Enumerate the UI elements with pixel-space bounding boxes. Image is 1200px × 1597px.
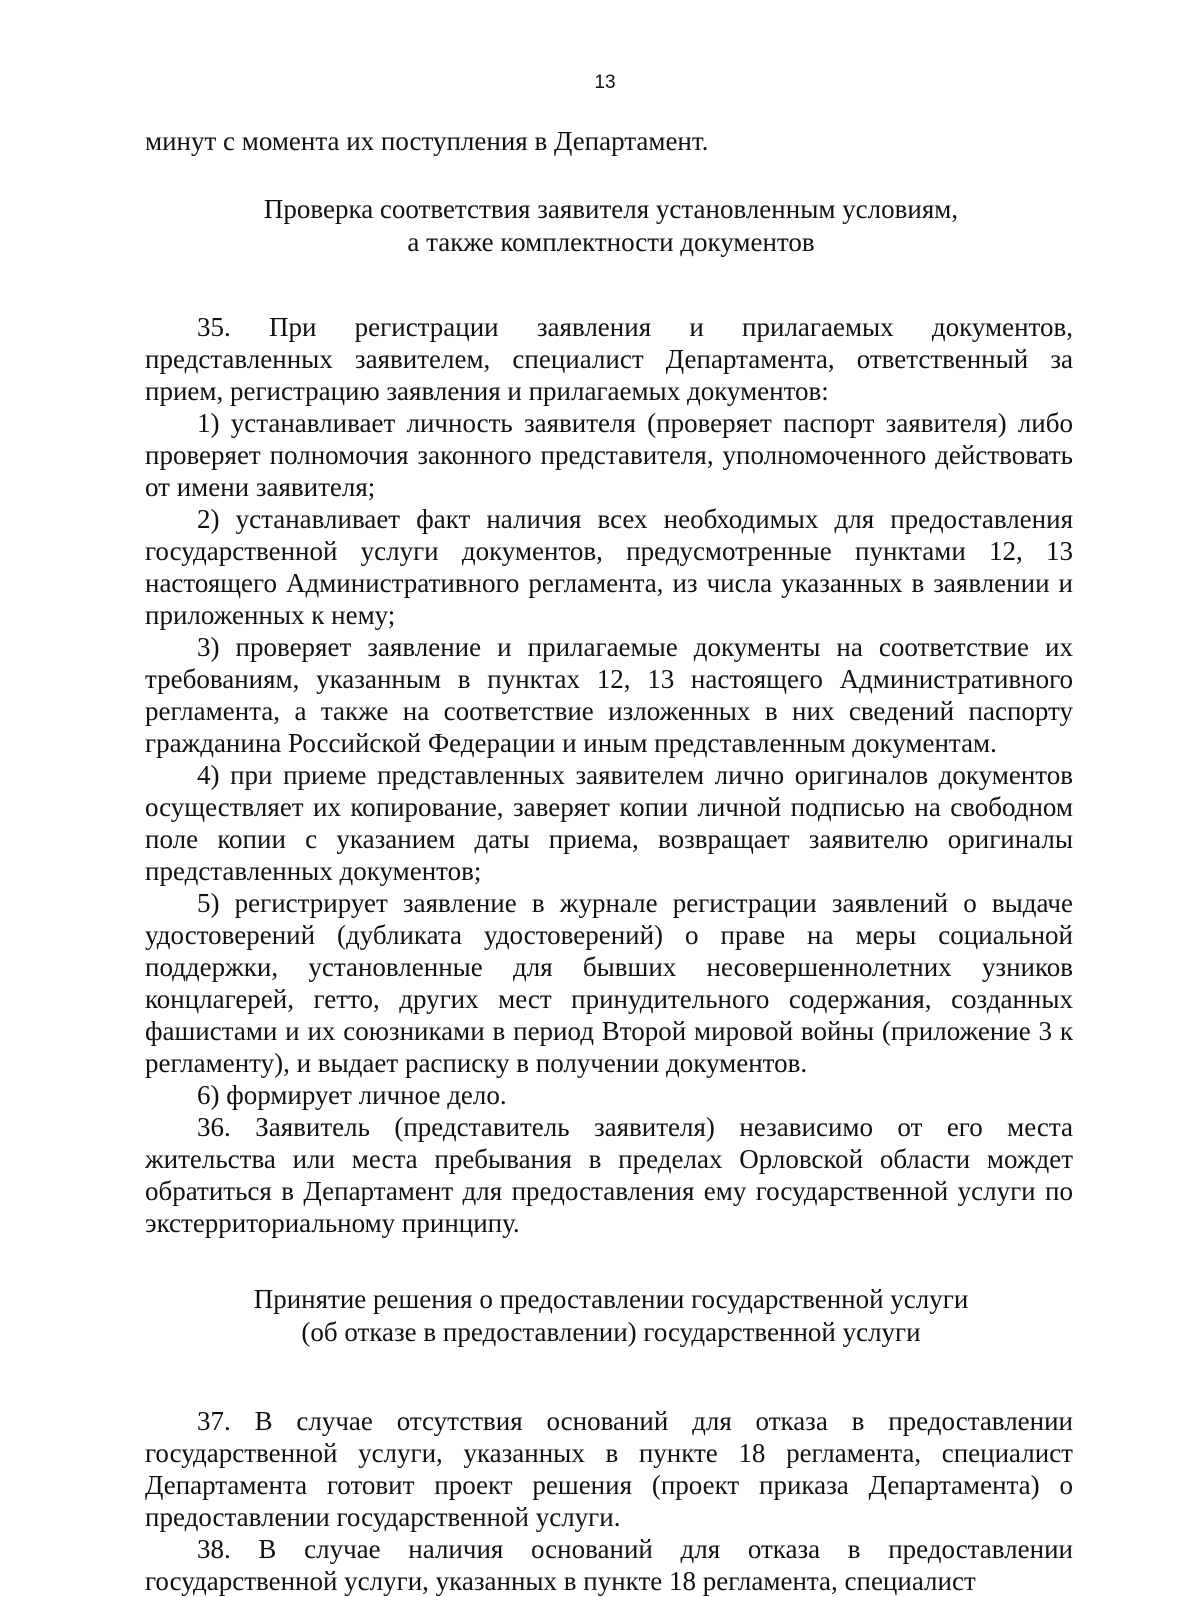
paragraph-35: 35. При регистрации заявления и прилагаемых документов, представленных заявителем, специалист Департамента, ответственный за прием, регистрацию заявления и прилагаемых документов: [145, 312, 1073, 406]
list-item-4: 4) при приеме представленных заявителем лично оригиналов документов осуществляет их копирование, заверяет копии личной подписью на свободном поле копии с указанием даты приема, возвращает заявителю оригиналы представленных документов; [145, 760, 1073, 886]
list-item-1: 1) устанавливает личность заявителя (проверяет паспорт заявителя) либо проверяет полномочия законного представителя, уполномоченного действовать от имени заявителя; [145, 408, 1073, 502]
heading-line: а также комплектности документов [407, 227, 815, 257]
continuation-text: минут с момента их поступления в Департамент. [145, 126, 709, 156]
list-item-5: 5) регистрирует заявление в журнале регистрации заявлений о выдаче удостоверений (дубликата удостоверений) о праве на меры социальной поддержки, установленные для бывших несовершеннолетних узников концлагерей, гетто, других мест принудительного содержания, созданных фашистами и их союзниками в период Второй мировой войны (приложение 3 к регламенту), и выдает расписку в получении документов. [145, 888, 1073, 1078]
paragraph-36: 36. Заявитель (представитель заявителя) независимо от его места жительства или места пребывания в пределах Орловской области мождет обратиться в Департамент для предоставления ему государственной услуги по экстерриториальному принципу. [145, 1112, 1073, 1238]
heading-line: Принятие решения о предоставлении государственной услуги [253, 1284, 969, 1314]
section-heading-verification [145, 193, 1073, 259]
section-heading-decision [145, 1283, 1073, 1349]
list-item-6: 6) формирует личное дело. [197, 1080, 507, 1110]
paragraph-38: 38. В случае наличия оснований для отказа в предоставлении государственной услуги, указанных в пункте 18 регламента, специалист [145, 1534, 1073, 1596]
document-body [145, 125, 1073, 1597]
list-item-3: 3) проверяет заявление и прилагаемые документы на соответствие их требованиям, указанным в пунктах 12, 13 настоящего Административного регламента, а также на соответствие изложенных в них сведений паспорту гражданина Российской Федерации и иным представленным документам. [145, 632, 1073, 758]
heading-line: (об отказе в предоставлении) государственной услуги [301, 1317, 921, 1347]
page-number: 13 [594, 72, 616, 93]
heading-line: Проверка соответствия заявителя установленным условиям, [263, 194, 959, 224]
paragraph-37: 37. В случае отсутствия оснований для отказа в предоставлении государственной услуги, указанных в пункте 18 регламента, специалист Департамента готовит проект решения (проект приказа Департамента) о предоставлении государственной услуги. [145, 1406, 1073, 1532]
list-item-2: 2) устанавливает факт наличия всех необходимых для предоставления государственной услуги документов, предусмотренные пунктами 12, 13 настоящего Административного регламента, из числа указанных в заявлении и приложенных к нему; [145, 504, 1073, 630]
